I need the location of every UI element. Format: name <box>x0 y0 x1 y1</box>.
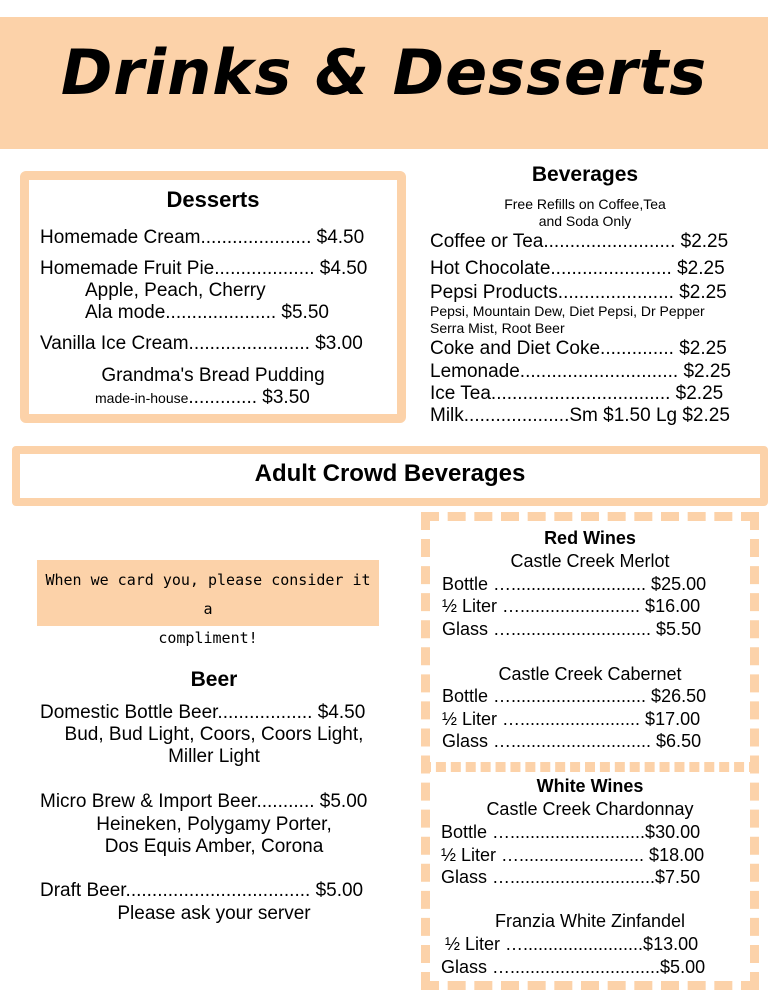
dessert-pudding-line <box>95 387 310 409</box>
chardonnay-glass: Glass ….............................$7.50 <box>441 867 701 887</box>
chardonnay-name: Castle Creek Chardonnay <box>486 799 694 819</box>
wine-divider <box>421 762 759 772</box>
beer-micro-import: Micro Brew & Import Beer........... $5.00 <box>40 791 368 812</box>
cabernet-liter: ½ Liter …........................ $17.00 <box>442 709 701 729</box>
cabernet-glass: Glass …............................ $6.50 <box>442 731 702 751</box>
desserts-heading: Desserts <box>166 187 260 212</box>
beer-domestic-brands: Bud, Bud Light, Coors, Coors Light, <box>64 724 364 745</box>
merlot-glass: Glass …............................ $5.50 <box>442 619 702 639</box>
dessert-pie-flavors: Apple, Peach, Cherry <box>85 280 266 301</box>
beverages-heading: Beverages <box>531 163 639 186</box>
zinfandel-glass: Glass …..............................$5.00 <box>441 957 706 977</box>
beer-micro-brands-2: Dos Equis Amber, Corona <box>104 836 324 857</box>
beverage-coke: Coke and Diet Coke.............. $2.25 <box>430 338 727 359</box>
dessert-item-bread-pudding: Grandma's Bread Pudding <box>101 365 325 386</box>
beer-draft: Draft Beer................................... $5.00 <box>40 880 364 901</box>
dessert-item-ice-cream: Vanilla Ice Cream....................... $3.00 <box>40 333 363 354</box>
red-wines-heading: Red Wines <box>544 528 636 548</box>
beverage-ice-tea: Ice Tea.................................. $2.25 <box>430 383 724 404</box>
chardonnay-bottle: Bottle …...........................$30.00 <box>441 822 701 842</box>
beer-domestic-brands-2: Miller Light <box>168 746 260 767</box>
dessert-item-fruit-pie: Homemade Fruit Pie................... $4.50 <box>40 258 368 279</box>
beverage-lemonade: Lemonade.............................. $2.25 <box>430 361 731 382</box>
beverage-hot-chocolate: Hot Chocolate....................... $2.25 <box>430 258 725 279</box>
refills-note-line2: and Soda Only <box>538 213 632 229</box>
card-note-text <box>37 566 379 653</box>
cabernet-name: Castle Creek Cabernet <box>498 664 682 684</box>
beverage-milk: Milk....................Sm $1.50 Lg $2.25 <box>430 405 730 426</box>
zinfandel-name: Franzia White Zinfandel <box>494 911 686 931</box>
pepsi-note-line1: Pepsi, Mountain Dew, Diet Pepsi, Dr Pepper <box>430 303 705 319</box>
dessert-item-cream: Homemade Cream..................... $4.50 <box>40 227 365 248</box>
adult-beverages-heading: Adult Crowd Beverages <box>254 460 526 487</box>
cabernet-bottle: Bottle …........................... $26.50 <box>442 686 707 706</box>
card-note-line1: When we card you, please consider it a <box>45 571 371 618</box>
refills-note-line1: Free Refills on Coffee,Tea <box>504 196 666 212</box>
beverage-coffee-tea: Coffee or Tea......................... $2.25 <box>430 231 729 252</box>
chardonnay-liter: ½ Liter …......................... $18.00 <box>441 845 705 865</box>
merlot-bottle: Bottle …........................... $25.00 <box>442 574 707 594</box>
beer-draft-note: Please ask your server <box>117 903 311 924</box>
beer-heading: Beer <box>190 668 238 691</box>
page-title: Drinks & Desserts <box>60 36 708 109</box>
beer-micro-brands: Heineken, Polygamy Porter, <box>96 814 332 835</box>
pudding-price: ............. $3.50 <box>188 387 310 408</box>
merlot-name: Castle Creek Merlot <box>510 551 670 571</box>
merlot-liter: ½ Liter …........................ $16.00 <box>442 596 701 616</box>
zinfandel-liter: ½ Liter …........................$13.00 <box>445 934 699 954</box>
pudding-note: made-in-house <box>95 390 189 406</box>
beverage-pepsi-products: Pepsi Products...................... $2.25 <box>430 282 727 303</box>
dessert-ala-mode: Ala mode..................... $5.50 <box>85 302 329 323</box>
beer-domestic: Domestic Bottle Beer.................. $4.50 <box>40 702 366 723</box>
card-note-line2: compliment! <box>158 629 258 647</box>
pepsi-note-line2: Serra Mist, Root Beer <box>430 320 565 336</box>
white-wines-heading: White Wines <box>536 776 644 796</box>
